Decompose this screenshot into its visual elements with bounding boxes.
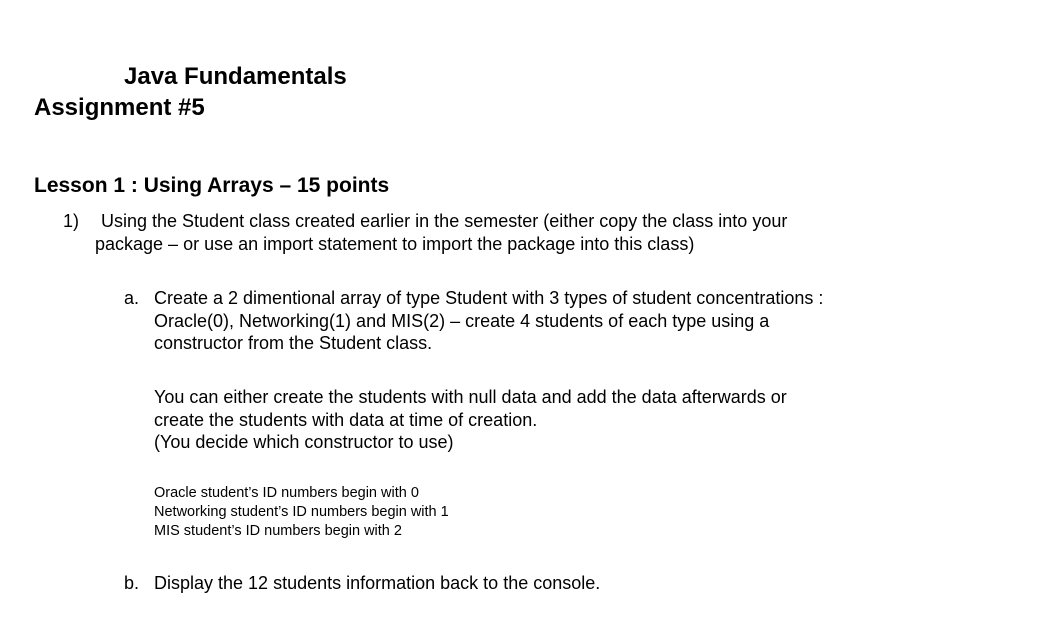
sub-item-b-text: Display the 12 students information back to the console. <box>154 573 601 593</box>
constructor-note-line: You can either create the students with null data and add the data afterwards or <box>154 387 787 407</box>
document-title: Java Fundamentals <box>124 63 347 90</box>
sub-item-b-letter: b. <box>124 573 140 593</box>
constructor-note-line: create the students with data at time of creation. <box>154 409 538 430</box>
id-number-notes <box>154 484 449 541</box>
constructor-note-line: (You decide which constructor to use) <box>154 432 454 452</box>
id-note-line: Oracle student’s ID numbers begin with 0 <box>154 485 419 501</box>
sub-item-a-text <box>154 287 823 355</box>
lesson-heading: Lesson 1 : Using Arrays – 15 points <box>34 174 390 197</box>
constructor-note <box>154 386 787 454</box>
item-1-line: package – or use an import statement to import the package into this class) <box>95 234 695 254</box>
id-note-line: MIS student’s ID numbers begin with 2 <box>154 523 402 539</box>
sub-item-a-line: constructor from the Student class. <box>154 333 433 353</box>
id-note-line: Networking student’s ID numbers begin with 1 <box>154 504 449 520</box>
sub-item-a-letter: a. <box>124 288 140 308</box>
sub-item-a-line: Create a 2 dimentional array of type Student with 3 types of student concentrations : <box>154 288 824 308</box>
assignment-number: Assignment #5 <box>34 94 205 121</box>
sub-item-a-line: Oracle(0), Networking(1) and MIS(2) – create 4 students of each type using a <box>154 310 770 331</box>
item-1-text <box>95 210 995 256</box>
item-1-number: 1) <box>63 211 80 231</box>
item-1-line: Using the Student class created earlier in the semester (either copy the class into your <box>101 211 788 231</box>
